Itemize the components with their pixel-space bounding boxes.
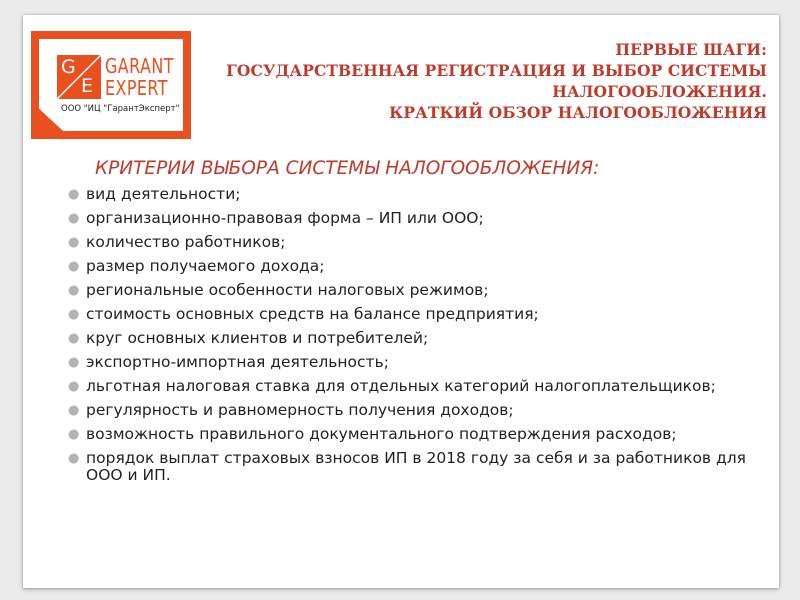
header-line-1: ПЕРВЫЕ ШАГИ: (615, 40, 767, 59)
logo-letter-e: E (81, 75, 94, 97)
bullet-icon: ● (68, 403, 80, 418)
list-item: ● вид деятельности; (68, 185, 241, 203)
criteria-list (61, 186, 761, 491)
list-item: ● региональные особенности налоговых режимов; (68, 281, 489, 299)
list-item: ● организационно-правовая форма – ИП или ООО; (68, 209, 484, 227)
slide-header (167, 39, 767, 123)
bullet-icon: ● (68, 307, 80, 322)
criteria-title: КРИТЕРИИ ВЫБОРА СИСТЕМЫ НАЛОГООБЛОЖЕНИЯ: (95, 158, 600, 179)
bullet-icon: ● (68, 259, 80, 274)
logo-text-expert: EXPERT (105, 76, 168, 100)
bullet-icon: ● (68, 355, 80, 370)
bullet-icon: ● (68, 427, 80, 442)
list-item: ● порядок выплат страховых взносов ИП в 2018 году за себя и за работников для ООО и ИП. (68, 449, 746, 484)
bullet-icon: ● (68, 451, 80, 466)
bullet-icon: ● (68, 379, 80, 394)
list-item: ● круг основных клиентов и потребителей; (68, 329, 429, 347)
bullet-icon: ● (68, 187, 80, 202)
slide (23, 15, 779, 588)
logo-letter-g: G (61, 56, 76, 78)
logo-company-name: ООО "ИЦ "ГарантЭксперт" (61, 104, 180, 114)
bullet-icon: ● (68, 283, 80, 298)
bullet-icon: ● (68, 211, 80, 226)
list-item: ● возможность правильного документального подтверждения расходов; (68, 425, 677, 443)
list-item: ● льготная налоговая ставка для отдельных категорий налогоплательщиков; (68, 377, 716, 395)
list-item: ● размер получаемого дохода; (68, 257, 325, 275)
header-line-3: НАЛОГООБЛОЖЕНИЯ. (552, 82, 767, 101)
logo-text-garant: GARANT (105, 54, 174, 78)
bullet-icon: ● (68, 235, 80, 250)
list-item: ● количество работников; (68, 233, 286, 251)
list-item: ● регулярность и равномерность получения доходов; (68, 401, 514, 419)
header-line-4: КРАТКИЙ ОБЗОР НАЛОГООБЛОЖЕНИЯ (389, 103, 767, 122)
header-line-2: ГОСУДАРСТВЕННАЯ РЕГИСТРАЦИЯ И ВЫБОР СИСТЕМЫ (226, 61, 767, 80)
list-item: ● экспортно-импортная деятельность; (68, 353, 389, 371)
list-item: ● стоимость основных средств на балансе предприятия; (68, 305, 539, 323)
bullet-icon: ● (68, 331, 80, 346)
